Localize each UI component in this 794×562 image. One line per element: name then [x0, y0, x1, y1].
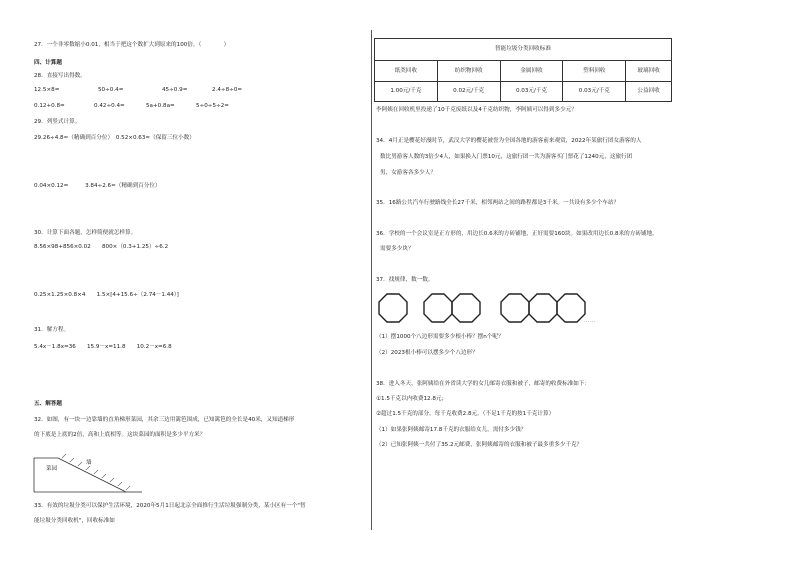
- octagon-shape: [557, 294, 585, 322]
- q28-item: 5÷0÷5÷2=: [196, 103, 229, 109]
- question-36-line2: 需要多少块？: [380, 246, 414, 252]
- question-32-line2: 的下底是上底的2倍，高和上底相等。这块菜园的面积是多少平方米？: [34, 432, 206, 438]
- question-38-part1: （1）如果张阿姨邮寄17.8千克的衣服给女儿，需付多少钱？: [376, 427, 527, 433]
- question-29: 29．列竖式计算。: [34, 119, 81, 125]
- q28-item: 12.5×8=: [34, 87, 60, 93]
- question-33-end: 李阿姨在回收机里投递了10千克废纸以及4千克纺织物，李阿姨可以得到多少元？: [376, 107, 577, 113]
- question-33-line2: 能垃圾分类回收机"，回收标准如: [34, 518, 115, 524]
- table-header-cell: 玻璃回收: [626, 61, 672, 81]
- q28-item: 50÷0.4=: [98, 87, 124, 93]
- table-header-cell: 金属回收: [500, 61, 563, 81]
- octagon-shape: [501, 294, 529, 322]
- q28-item: 5a+0.8a=: [146, 103, 175, 109]
- question-34-line1: 34．4月正是樱花好漫时节，武汉大学的樱花被誉为全国各地的游客前来观赏，2022年某旅行团女游客的人: [376, 138, 642, 144]
- section-word-problems-title: 五、解答题: [34, 401, 62, 407]
- table-title: 智能垃圾分类回收标准: [375, 39, 672, 61]
- column-divider: [371, 30, 372, 530]
- q30-items-a: 8.56×98+856×0.02 800×（0.3+1.25）÷6.2: [34, 244, 169, 250]
- octagon-shape: [424, 294, 452, 322]
- octagon-shape: [529, 294, 557, 322]
- octagon-pattern-figure: [378, 290, 608, 328]
- section-calculation-title: 四、计算题: [34, 60, 62, 66]
- question-37: 37．找规律，数一数。: [376, 277, 434, 283]
- q28-item: 45÷0.9=: [162, 87, 188, 93]
- table-value-cell: 0.02元/千克: [437, 81, 500, 101]
- question-38-part2: （2）已知张阿姨一共付了35.2元邮费，张阿姨邮寄的衣服和被子最多重多少千克？: [376, 442, 583, 448]
- question-30: 30．计算下面各题，怎样简便就怎样算。: [34, 230, 137, 236]
- table-header-cell: 纸类回收: [375, 61, 438, 81]
- q29-items-a: 29.26÷4.8≈（精确到百分位） 0.52×0.63≈（保留三位小数）: [34, 135, 195, 141]
- pattern-continuation-dots: ……: [584, 318, 596, 324]
- question-28: 28．直接写出得数。: [34, 73, 86, 79]
- question-27: 27．一个非零数缩小0.01，相当于把这个数扩大到原来的100倍。（ ）: [34, 42, 230, 48]
- question-37-part2: （2）2023根小棒可以摆多少个八边形？: [376, 350, 478, 356]
- q29-items-b: 0.04×0.12= 3.84÷2.6≈（精确到百分位）: [34, 183, 161, 189]
- octagon-shape: [452, 294, 480, 322]
- question-38-rule1: ①1.5千克以内收费12.8元；: [376, 396, 448, 402]
- left-column: [0, 0, 370, 562]
- q28-item: 2.4÷8÷0=: [212, 87, 243, 93]
- question-35: 35．16路公共汽车行驶路线全长27千米，相邻两站之间的路程都是3千米。一共设有多少个车站？: [376, 200, 620, 206]
- recycling-standard-table: [374, 38, 672, 102]
- q28-item: 0.42÷0.4=: [94, 103, 125, 109]
- figure-wall-label: 墙: [86, 460, 92, 466]
- table-value-cell: 0.03元/千克: [500, 81, 563, 101]
- question-38-rule2: ②超过1.5千克的部分，每千克收费2.8元。（不足1千克的按1千克计算）: [376, 411, 555, 417]
- question-37-part1: （1）摆1000个八边形需要多少根小棒？摆n个呢？: [376, 334, 504, 340]
- question-31: 31．解方程。: [34, 327, 70, 333]
- question-34-line2: 数比男游客人数的3倍少4人，如果换入门票10元，这旅行团一共为游客买门票花了1240元，这旅行团: [380, 154, 633, 160]
- q30-items-b: 0.25×1.25×0.8×4 1.5×[4+15.6÷（2.74－1.44）]: [34, 292, 179, 298]
- table-value-cell: 公益回收: [626, 81, 672, 101]
- table-header-cell: 纺织物回收: [437, 61, 500, 81]
- trapezoid-garden-figure: [30, 452, 150, 498]
- octagon-shape: [379, 294, 407, 322]
- question-32-line1: 32．如图，有一块一边靠墙的直角梯形菜园，其余三边用篱笆围成，已知篱笆的全长是40米，又知道梯形: [34, 417, 295, 423]
- question-34-line3: 男、女游客各多少人？: [380, 170, 436, 176]
- table-value-cell: 1.00元/千克: [375, 81, 438, 101]
- table-header-cell: 塑料回收: [563, 61, 626, 81]
- figure-garden-label: 菜园: [46, 466, 58, 472]
- q31-items: 5.4x－1.8x=36 15.9－x=11.8 10.2－x=6.8: [34, 344, 172, 350]
- question-33-line1: 33．有效的垃圾分类可以保护生活环境，2020年5月1日起北京全面推行生活垃圾强制分类，某小区有一个"智: [34, 503, 306, 509]
- question-38: 38．进入冬天，张阿姨给在外省读大学的女儿邮寄衣服和被子，邮寄的收费标准如下：: [376, 381, 591, 387]
- q28-item: 0.12+0.8=: [34, 103, 65, 109]
- table-value-cell: 0.03元/千克: [563, 81, 626, 101]
- question-36-line1: 36．学校的一个会议室是正方形的，用边长0.6米的方砖铺地，正好需要160块。如果改用边长0.8米的方砖铺地，: [376, 231, 658, 237]
